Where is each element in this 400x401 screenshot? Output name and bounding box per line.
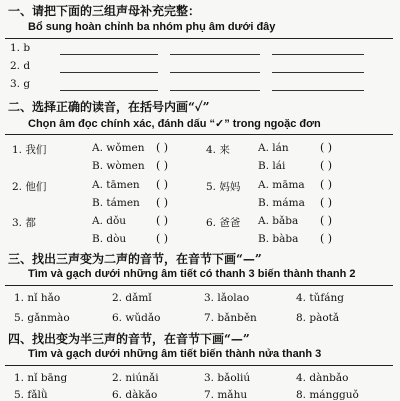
section1-item-3: 3. g xyxy=(10,78,31,90)
section4-item-5[interactable]: 5. fǎlǜ xyxy=(14,389,48,401)
section2-option-3b: B. dòu xyxy=(92,233,127,245)
section3-item-2[interactable]: 2. dǎmǐ xyxy=(112,292,152,304)
section2-option-4b: B. lái xyxy=(258,160,286,172)
section2-option-6b: B. bàba xyxy=(258,233,299,245)
section2-checkbox-2a[interactable]: ( ) xyxy=(156,178,169,191)
section1-blank[interactable] xyxy=(60,90,158,91)
section1-title-cn: 一、请把下面的三组声母补充完整： xyxy=(8,4,201,18)
section3-item-8[interactable]: 8. pàotǎ xyxy=(296,312,340,324)
section1-item-2: 2. d xyxy=(10,60,31,72)
section2-checkbox-1a[interactable]: ( ) xyxy=(156,141,169,154)
section2-title-vn: Chọn âm đọc chính xác, đánh dấu “✓” trong ngoặc đơn xyxy=(28,118,321,130)
section2-option-5a: A. māma xyxy=(258,179,305,191)
section2-checkbox-4a[interactable]: ( ) xyxy=(320,141,333,154)
section2-checkbox-3a[interactable]: ( ) xyxy=(156,214,169,227)
section1-blank[interactable] xyxy=(170,72,260,73)
section2-option-5b: B. máma xyxy=(258,197,305,209)
section2-word-6: 6. 爸爸 xyxy=(206,217,241,229)
section2-option-6a: A. bǎba xyxy=(258,215,299,227)
section3-title-cn: 三、找出三声变为二声的音节，在音节下画“—” xyxy=(8,252,262,266)
section2-option-4a: A. lán xyxy=(258,142,289,154)
section3-item-6[interactable]: 6. wǔdǎo xyxy=(112,312,161,324)
section4-divider xyxy=(5,365,393,366)
section2-title-cn: 二、选择正确的读音，在括号内画“✓” xyxy=(8,100,210,114)
section2-checkbox-5a[interactable]: ( ) xyxy=(320,178,333,191)
section2-option-3a: A. dǒu xyxy=(92,215,127,227)
section4-title-cn: 四、找出变为半三声的音节，在音节下画“—” xyxy=(8,332,250,346)
section1-divider xyxy=(5,38,393,39)
section2-checkbox-3b[interactable]: ( ) xyxy=(156,232,169,245)
section1-blank[interactable] xyxy=(170,54,260,55)
section2-word-2: 2. 他们 xyxy=(12,181,47,193)
section2-word-1: 1. 我们 xyxy=(12,144,47,156)
section3-item-7[interactable]: 7. bǎnběn xyxy=(204,312,257,324)
section4-item-1[interactable]: 1. nǐ bāng xyxy=(14,372,68,384)
section2-checkbox-4b[interactable]: ( ) xyxy=(320,159,333,172)
section2-word-5: 5. 妈妈 xyxy=(206,181,241,193)
section1-blank[interactable] xyxy=(60,54,158,55)
section3-item-3[interactable]: 3. lǎolao xyxy=(204,292,250,304)
section1-blank[interactable] xyxy=(60,72,158,73)
section3-divider xyxy=(5,285,393,286)
section1-blank[interactable] xyxy=(272,90,364,91)
section3-item-4[interactable]: 4. tǔfáng xyxy=(296,292,344,304)
section1-blank[interactable] xyxy=(272,72,364,73)
section1-blank[interactable] xyxy=(272,54,364,55)
section2-option-2b: B. támen xyxy=(92,197,140,209)
section2-option-2a: A. tāmen xyxy=(92,179,140,191)
section1-blank[interactable] xyxy=(170,90,260,91)
section2-word-4: 4. 来 xyxy=(206,144,230,156)
section4-title-vn: Tìm và gạch dưới những âm tiết biến thành nửa thanh 3 xyxy=(28,348,322,360)
section4-item-3[interactable]: 3. bǎoliú xyxy=(204,372,251,384)
section4-item-4[interactable]: 4. dànbǎo xyxy=(296,372,349,384)
section2-word-3: 3. 都 xyxy=(12,217,36,229)
section3-title-vn: Tìm và gạch dưới những âm tiết có thanh 3 biến thành thanh 2 xyxy=(28,268,356,280)
section1-title-vn: Bổ sung hoàn chỉnh ba nhóm phụ âm dưới đây xyxy=(28,21,276,33)
section2-divider xyxy=(5,134,393,135)
section2-option-1a: A. wǒmen xyxy=(92,142,145,154)
section4-item-8[interactable]: 8. mángguǒ xyxy=(296,389,359,401)
section2-checkbox-6b[interactable]: ( ) xyxy=(320,232,333,245)
section1-item-1: 1. b xyxy=(10,42,31,54)
section3-item-5[interactable]: 5. gǎnmào xyxy=(14,312,70,324)
section4-item-6[interactable]: 6. dàkǎo xyxy=(112,389,158,401)
section2-checkbox-2b[interactable]: ( ) xyxy=(156,196,169,209)
section3-item-1[interactable]: 1. nǐ hǎo xyxy=(14,292,61,304)
section4-item-7[interactable]: 7. mǎhu xyxy=(204,389,248,401)
section2-option-1b: B. wòmen xyxy=(92,160,145,172)
section2-checkbox-5b[interactable]: ( ) xyxy=(320,196,333,209)
section2-checkbox-1b[interactable]: ( ) xyxy=(156,159,169,172)
section2-checkbox-6a[interactable]: ( ) xyxy=(320,214,333,227)
section4-item-2[interactable]: 2. niúnǎi xyxy=(112,372,159,384)
